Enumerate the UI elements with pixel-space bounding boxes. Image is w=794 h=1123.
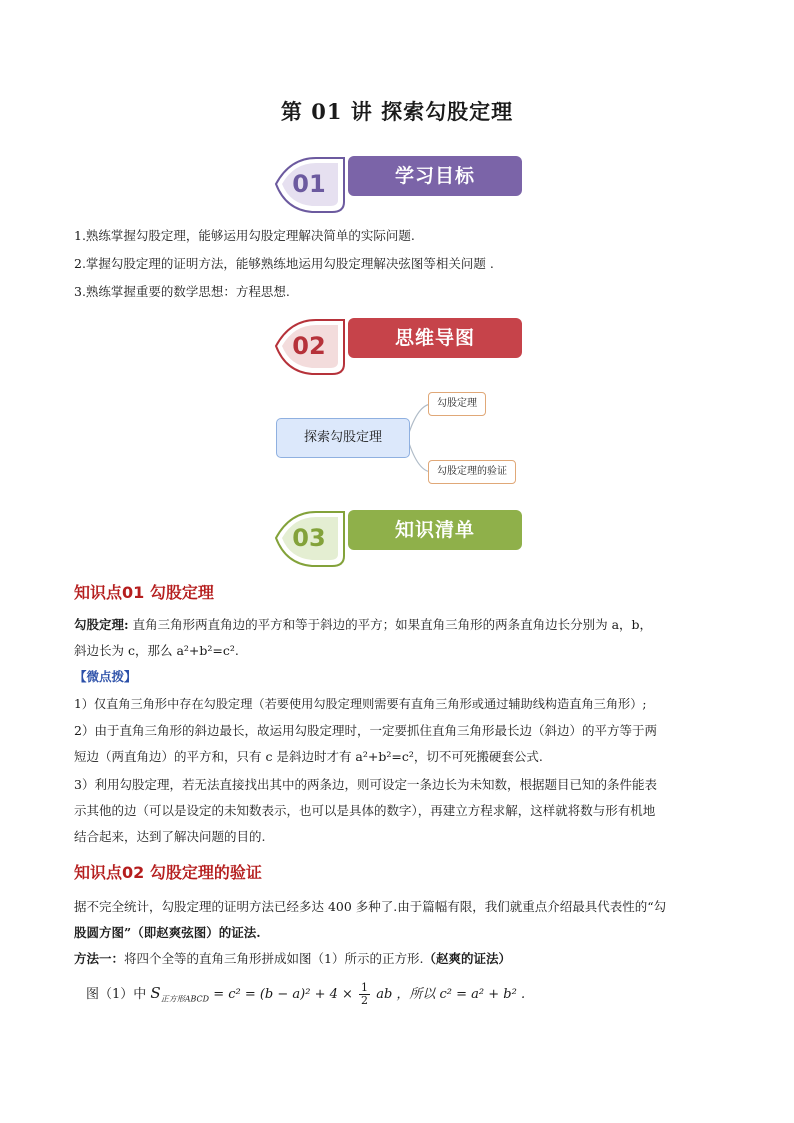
formula-prefix: 图（1）中 xyxy=(86,987,147,1002)
kp1-def-text2: 斜边长为 c，那么 a²+b²=c². xyxy=(74,643,239,658)
kp1-point-3b: 示其他的边（可以是设定的未知数表示，也可以是具体的数字），再建立方程求解，这样就将数与形有机地 xyxy=(74,803,656,818)
mindmap-branch-verification: 勾股定理的验证 xyxy=(428,460,516,484)
method-label: 方法一： xyxy=(74,951,125,966)
section-number: 02 xyxy=(292,332,326,360)
method-text: 将四个全等的直角三角形拼成如图（1）所示的正方形. xyxy=(124,951,424,966)
fraction-denominator: 2 xyxy=(361,994,369,1007)
kp1-point-2b: 短边（两直角边）的平方和，只有 c 是斜边时才有 a²+b²=c²，切不可死搬硬套公式. xyxy=(74,749,543,764)
mindmap-branch-theorem: 勾股定理 xyxy=(428,392,486,416)
mindmap-center-node: 探索勾股定理 xyxy=(276,418,410,458)
fraction-numerator: 1 xyxy=(361,981,369,994)
kp1-tip-label: 【微点拨】 xyxy=(74,669,137,684)
kp1-point-1: 1）仅直角三角形中存在勾股定理（若要使用勾股定理则需要有直角三角形或通过辅助线构造直角三角形）; xyxy=(74,697,647,711)
kp1-def-text1: 直角三角形两直角边的平方和等于斜边的平方；如果直角三角形的两条直角边长分别为 a，b， xyxy=(128,617,653,632)
kp1-definition xyxy=(74,612,722,637)
formula-end: ab ，所以 c² = a² + b² . xyxy=(376,987,526,1002)
goal-item-1: 1.熟练掌握勾股定理，能够运用勾股定理解决简单的实际问题. xyxy=(74,228,415,243)
formula-middle: = c² = (b − a)² + 4 × xyxy=(213,987,353,1002)
kp2-intro-a: 据不完全统计，勾股定理的证明方法已经多达 400 多种了.由于篇幅有限，我们就重点介绍最具代表性的“勾 xyxy=(74,899,667,914)
kp2-intro-b: 股圆方图”（即赵爽弦图）的证法. xyxy=(74,925,261,940)
section-label: 思维导图 xyxy=(348,318,522,358)
kp1-def-label: 勾股定理: xyxy=(74,617,129,632)
kp1-point-2a: 2）由于直角三角形的斜边最长，故运用勾股定理时，一定要抓住直角三角形最长边（斜边）的平方等于两 xyxy=(74,723,657,738)
kp1-point-3a: 3）利用勾股定理，若无法直接找出其中的两条边，则可设定一条边长为未知数，根据题目已知的条件能表 xyxy=(74,777,657,792)
kp2-method-1 xyxy=(74,946,722,971)
section-badge-mindmap xyxy=(272,316,532,376)
section-badge-knowledge xyxy=(272,508,532,568)
section-label: 学习目标 xyxy=(348,156,522,196)
kp2-formula: 图（1）中 $S_{正方形ABCD} = c^2 = (b - a)^2 + 4$ × $\frac{1}{2}$ ab ，所以 c² = a² + b² . xyxy=(86,981,526,1007)
kp1-heading: 知识点01 勾股定理 xyxy=(74,583,214,602)
section-number: 03 xyxy=(292,524,326,552)
section-number: 01 xyxy=(292,170,326,198)
formula-fraction xyxy=(359,982,370,1007)
method-note: （赵爽的证法） xyxy=(423,951,511,966)
kp1-point-3c: 结合起来，达到了解决问题的目的. xyxy=(74,829,266,844)
goal-item-3: 3.熟练掌握重要的数学思想：方程思想. xyxy=(74,284,290,299)
page-title: 第 01 讲 探索勾股定理 xyxy=(280,99,514,124)
kp2-heading: 知识点02 勾股定理的验证 xyxy=(74,863,262,882)
formula-subscript: 正方形ABCD xyxy=(160,994,210,1004)
section-badge-goals xyxy=(272,154,532,214)
section-label: 知识清单 xyxy=(348,510,522,550)
goal-item-2: 2.掌握勾股定理的证明方法，能够熟练地运用勾股定理解决弦图等相关问题 . xyxy=(74,256,494,271)
